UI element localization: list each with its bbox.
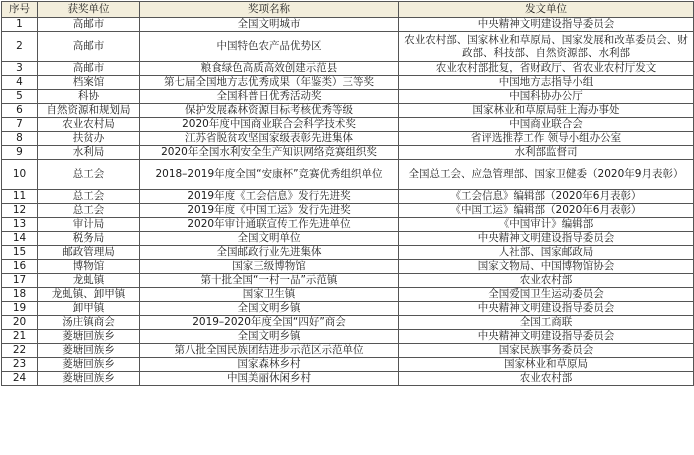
row-winner: 邮政管理局 bbox=[38, 246, 140, 260]
row-issuer: 国家林业和草原局 bbox=[399, 358, 694, 372]
row-issuer: 全国工商联 bbox=[399, 316, 694, 330]
row-winner: 审计局 bbox=[38, 218, 140, 232]
row-award: 全国科普日优秀活动奖 bbox=[140, 90, 399, 104]
row-award: 保护发展森林资源目标考核优秀等级 bbox=[140, 104, 399, 118]
row-award: 全国文明城市 bbox=[140, 18, 399, 32]
row-issuer: 农业农村部批复，省财政厅、省农业农村厅发文 bbox=[399, 62, 694, 76]
row-issuer: 全国爱国卫生运动委员会 bbox=[399, 288, 694, 302]
row-award: 江苏省脱贫攻坚国家级表彰先进集体 bbox=[140, 132, 399, 146]
table-row bbox=[2, 330, 694, 344]
table-header-row bbox=[2, 2, 694, 18]
row-winner: 科协 bbox=[38, 90, 140, 104]
row-award: 全国邮政行业先进集体 bbox=[140, 246, 399, 260]
table-row bbox=[2, 146, 694, 160]
row-award: 2019–2020年度全国“四好”商会 bbox=[140, 316, 399, 330]
row-no: 12 bbox=[2, 204, 38, 218]
row-winner: 龙虬镇 bbox=[38, 274, 140, 288]
table-row bbox=[2, 260, 694, 274]
row-issuer: 中央精神文明建设指导委员会 bbox=[399, 330, 694, 344]
row-issuer: 《中国审计》编辑部 bbox=[399, 218, 694, 232]
row-winner: 汤庄镇商会 bbox=[38, 316, 140, 330]
row-issuer: 《中国工运》编辑部（2020年6月表彰） bbox=[399, 204, 694, 218]
table-row bbox=[2, 118, 694, 132]
table-row bbox=[2, 160, 694, 190]
row-no: 1 bbox=[2, 18, 38, 32]
row-issuer: 中央精神文明建设指导委员会 bbox=[399, 18, 694, 32]
row-no: 9 bbox=[2, 146, 38, 160]
row-issuer: 中国商业联合会 bbox=[399, 118, 694, 132]
row-issuer: 中央精神文明建设指导委员会 bbox=[399, 232, 694, 246]
table-row bbox=[2, 302, 694, 316]
row-winner: 高邮市 bbox=[38, 32, 140, 62]
table-row bbox=[2, 274, 694, 288]
table-row bbox=[2, 204, 694, 218]
row-award: 第七届全国地方志优秀成果（年鉴类）三等奖 bbox=[140, 76, 399, 90]
row-no: 18 bbox=[2, 288, 38, 302]
table-row bbox=[2, 76, 694, 90]
row-no: 2 bbox=[2, 32, 38, 62]
row-issuer: 水利部监督司 bbox=[399, 146, 694, 160]
row-winner: 扶贫办 bbox=[38, 132, 140, 146]
row-no: 20 bbox=[2, 316, 38, 330]
row-award: 中国美丽休闲乡村 bbox=[140, 372, 399, 386]
awards-table bbox=[1, 1, 694, 386]
row-no: 6 bbox=[2, 104, 38, 118]
table-row bbox=[2, 104, 694, 118]
row-award: 第八批全国民族团结进步示范区示范单位 bbox=[140, 344, 399, 358]
table-row bbox=[2, 344, 694, 358]
row-award: 2020年审计通联宣传工作先进单位 bbox=[140, 218, 399, 232]
row-no: 13 bbox=[2, 218, 38, 232]
row-no: 3 bbox=[2, 62, 38, 76]
row-issuer: 中国地方志指导小组 bbox=[399, 76, 694, 90]
row-winner: 水利局 bbox=[38, 146, 140, 160]
header-award: 奖项名称 bbox=[140, 2, 399, 18]
table-row bbox=[2, 218, 694, 232]
table-row bbox=[2, 32, 694, 62]
row-no: 14 bbox=[2, 232, 38, 246]
row-winner: 菱塘回族乡 bbox=[38, 344, 140, 358]
row-no: 4 bbox=[2, 76, 38, 90]
header-issuer: 发文单位 bbox=[399, 2, 694, 18]
row-award: 2020年全国水利安全生产知识网络竞赛组织奖 bbox=[140, 146, 399, 160]
row-no: 22 bbox=[2, 344, 38, 358]
row-no: 5 bbox=[2, 90, 38, 104]
row-award: 粮食绿色高质高效创建示范县 bbox=[140, 62, 399, 76]
row-issuer: 农业农村部、国家林业和草原局、国家发展和改革委员会、财政部、科技部、自然资源部、水利部 bbox=[399, 32, 694, 62]
row-award: 全国文明乡镇 bbox=[140, 330, 399, 344]
row-no: 15 bbox=[2, 246, 38, 260]
row-award: 2018–2019年度全国“安康杯”竞赛优秀组织单位 bbox=[140, 160, 399, 190]
table-row bbox=[2, 62, 694, 76]
row-winner: 总工会 bbox=[38, 160, 140, 190]
row-issuer: 国家民族事务委员会 bbox=[399, 344, 694, 358]
row-winner: 菱塘回族乡 bbox=[38, 358, 140, 372]
row-award: 2019年度《中国工运》发行先进奖 bbox=[140, 204, 399, 218]
row-award: 全国文明单位 bbox=[140, 232, 399, 246]
table-row bbox=[2, 18, 694, 32]
table-row bbox=[2, 232, 694, 246]
row-no: 7 bbox=[2, 118, 38, 132]
row-winner: 高邮市 bbox=[38, 62, 140, 76]
row-issuer: 中国科协办公厅 bbox=[399, 90, 694, 104]
table-row bbox=[2, 358, 694, 372]
row-award: 国家三级博物馆 bbox=[140, 260, 399, 274]
row-issuer: 农业农村部 bbox=[399, 372, 694, 386]
row-award: 2020年度中国商业联合会科学技术奖 bbox=[140, 118, 399, 132]
row-issuer: 人社部、国家邮政局 bbox=[399, 246, 694, 260]
row-winner: 档案馆 bbox=[38, 76, 140, 90]
table-row bbox=[2, 372, 694, 386]
row-issuer: 省评选推荐工作 领导小组办公室 bbox=[399, 132, 694, 146]
row-issuer: 国家林业和草原局驻上海办事处 bbox=[399, 104, 694, 118]
row-no: 11 bbox=[2, 190, 38, 204]
table-row bbox=[2, 288, 694, 302]
row-winner: 卸甲镇 bbox=[38, 302, 140, 316]
row-winner: 菱塘回族乡 bbox=[38, 372, 140, 386]
row-award: 2019年度《工会信息》发行先进奖 bbox=[140, 190, 399, 204]
row-winner: 龙虬镇、卸甲镇 bbox=[38, 288, 140, 302]
row-award: 国家森林乡村 bbox=[140, 358, 399, 372]
row-no: 16 bbox=[2, 260, 38, 274]
row-issuer: 中央精神文明建设指导委员会 bbox=[399, 302, 694, 316]
row-winner: 菱塘回族乡 bbox=[38, 330, 140, 344]
row-no: 8 bbox=[2, 132, 38, 146]
row-issuer: 国家文物局、中国博物馆协会 bbox=[399, 260, 694, 274]
row-no: 10 bbox=[2, 160, 38, 190]
row-winner: 自然资源和规划局 bbox=[38, 104, 140, 118]
row-no: 24 bbox=[2, 372, 38, 386]
row-winner: 农业农村局 bbox=[38, 118, 140, 132]
row-winner: 博物馆 bbox=[38, 260, 140, 274]
row-winner: 高邮市 bbox=[38, 18, 140, 32]
row-award: 中国特色农产品优势区 bbox=[140, 32, 399, 62]
row-issuer: 全国总工会、应急管理部、国家卫健委（2020年9月表彰） bbox=[399, 160, 694, 190]
table-row bbox=[2, 316, 694, 330]
row-no: 19 bbox=[2, 302, 38, 316]
row-no: 21 bbox=[2, 330, 38, 344]
row-winner: 税务局 bbox=[38, 232, 140, 246]
row-award: 国家卫生镇 bbox=[140, 288, 399, 302]
header-no: 序号 bbox=[2, 2, 38, 18]
table-row bbox=[2, 132, 694, 146]
row-award: 第十批全国“一村一品”示范镇 bbox=[140, 274, 399, 288]
row-no: 17 bbox=[2, 274, 38, 288]
row-winner: 总工会 bbox=[38, 190, 140, 204]
row-issuer: 农业农村部 bbox=[399, 274, 694, 288]
table-row bbox=[2, 90, 694, 104]
table-row bbox=[2, 190, 694, 204]
row-award: 全国文明乡镇 bbox=[140, 302, 399, 316]
table-row bbox=[2, 246, 694, 260]
row-issuer: 《工会信息》编辑部（2020年6月表彰） bbox=[399, 190, 694, 204]
row-winner: 总工会 bbox=[38, 204, 140, 218]
row-no: 23 bbox=[2, 358, 38, 372]
header-winner: 获奖单位 bbox=[38, 2, 140, 18]
